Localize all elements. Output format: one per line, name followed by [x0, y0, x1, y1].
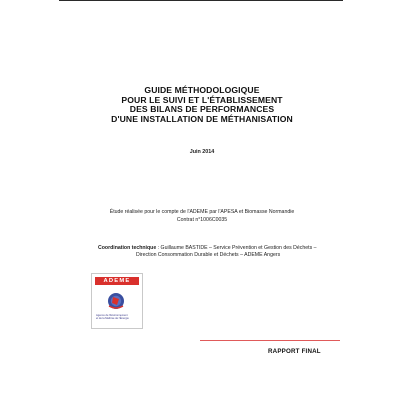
contract-number: Contrat n°1006C0035: [176, 217, 228, 224]
coordination-text-1: : Guillaume BASTIDE – Service Prévention et Gestion des Déchets –: [156, 245, 317, 251]
logo-caption-line-2: et de la Maîtrise de l'Énergie: [96, 317, 129, 321]
title-line-1: GUIDE MÉTHODOLOGIQUE: [144, 85, 260, 95]
ademe-emblem-icon: [105, 290, 127, 312]
title-line-2: POUR LE SUIVI ET L'ÉTABLISSEMENT: [121, 94, 283, 105]
document-date: Juin 2014: [189, 149, 215, 155]
top-rule: [59, 0, 343, 1]
logo-caption-line-1: Agence de l'Environnement: [96, 314, 128, 317]
study-statement: Étude réalisée pour le compte de l'ADEME par l'APESA et Biomasse Normandie: [109, 209, 295, 215]
logo-caption: [96, 314, 140, 321]
coordination-line-1: [98, 245, 328, 252]
document-title: [60, 86, 344, 124]
title-line-4: D'UNE INSTALLATION DE MÉTHANISATION: [111, 113, 293, 124]
report-label: RAPPORT FINAL: [268, 348, 321, 355]
accent-rule: [200, 340, 340, 341]
title-line-3: DES BILANS DE PERFORMANCES: [129, 104, 275, 115]
ademe-logo: [91, 273, 143, 329]
coordination-info: [98, 245, 328, 260]
coordination-label: Coordination technique: [98, 245, 157, 251]
coordination-line-2: Direction Consommation Durable et Déchets – ADEME Angers: [136, 252, 281, 259]
logo-name: ADEME: [95, 277, 139, 285]
study-info: [60, 208, 344, 225]
